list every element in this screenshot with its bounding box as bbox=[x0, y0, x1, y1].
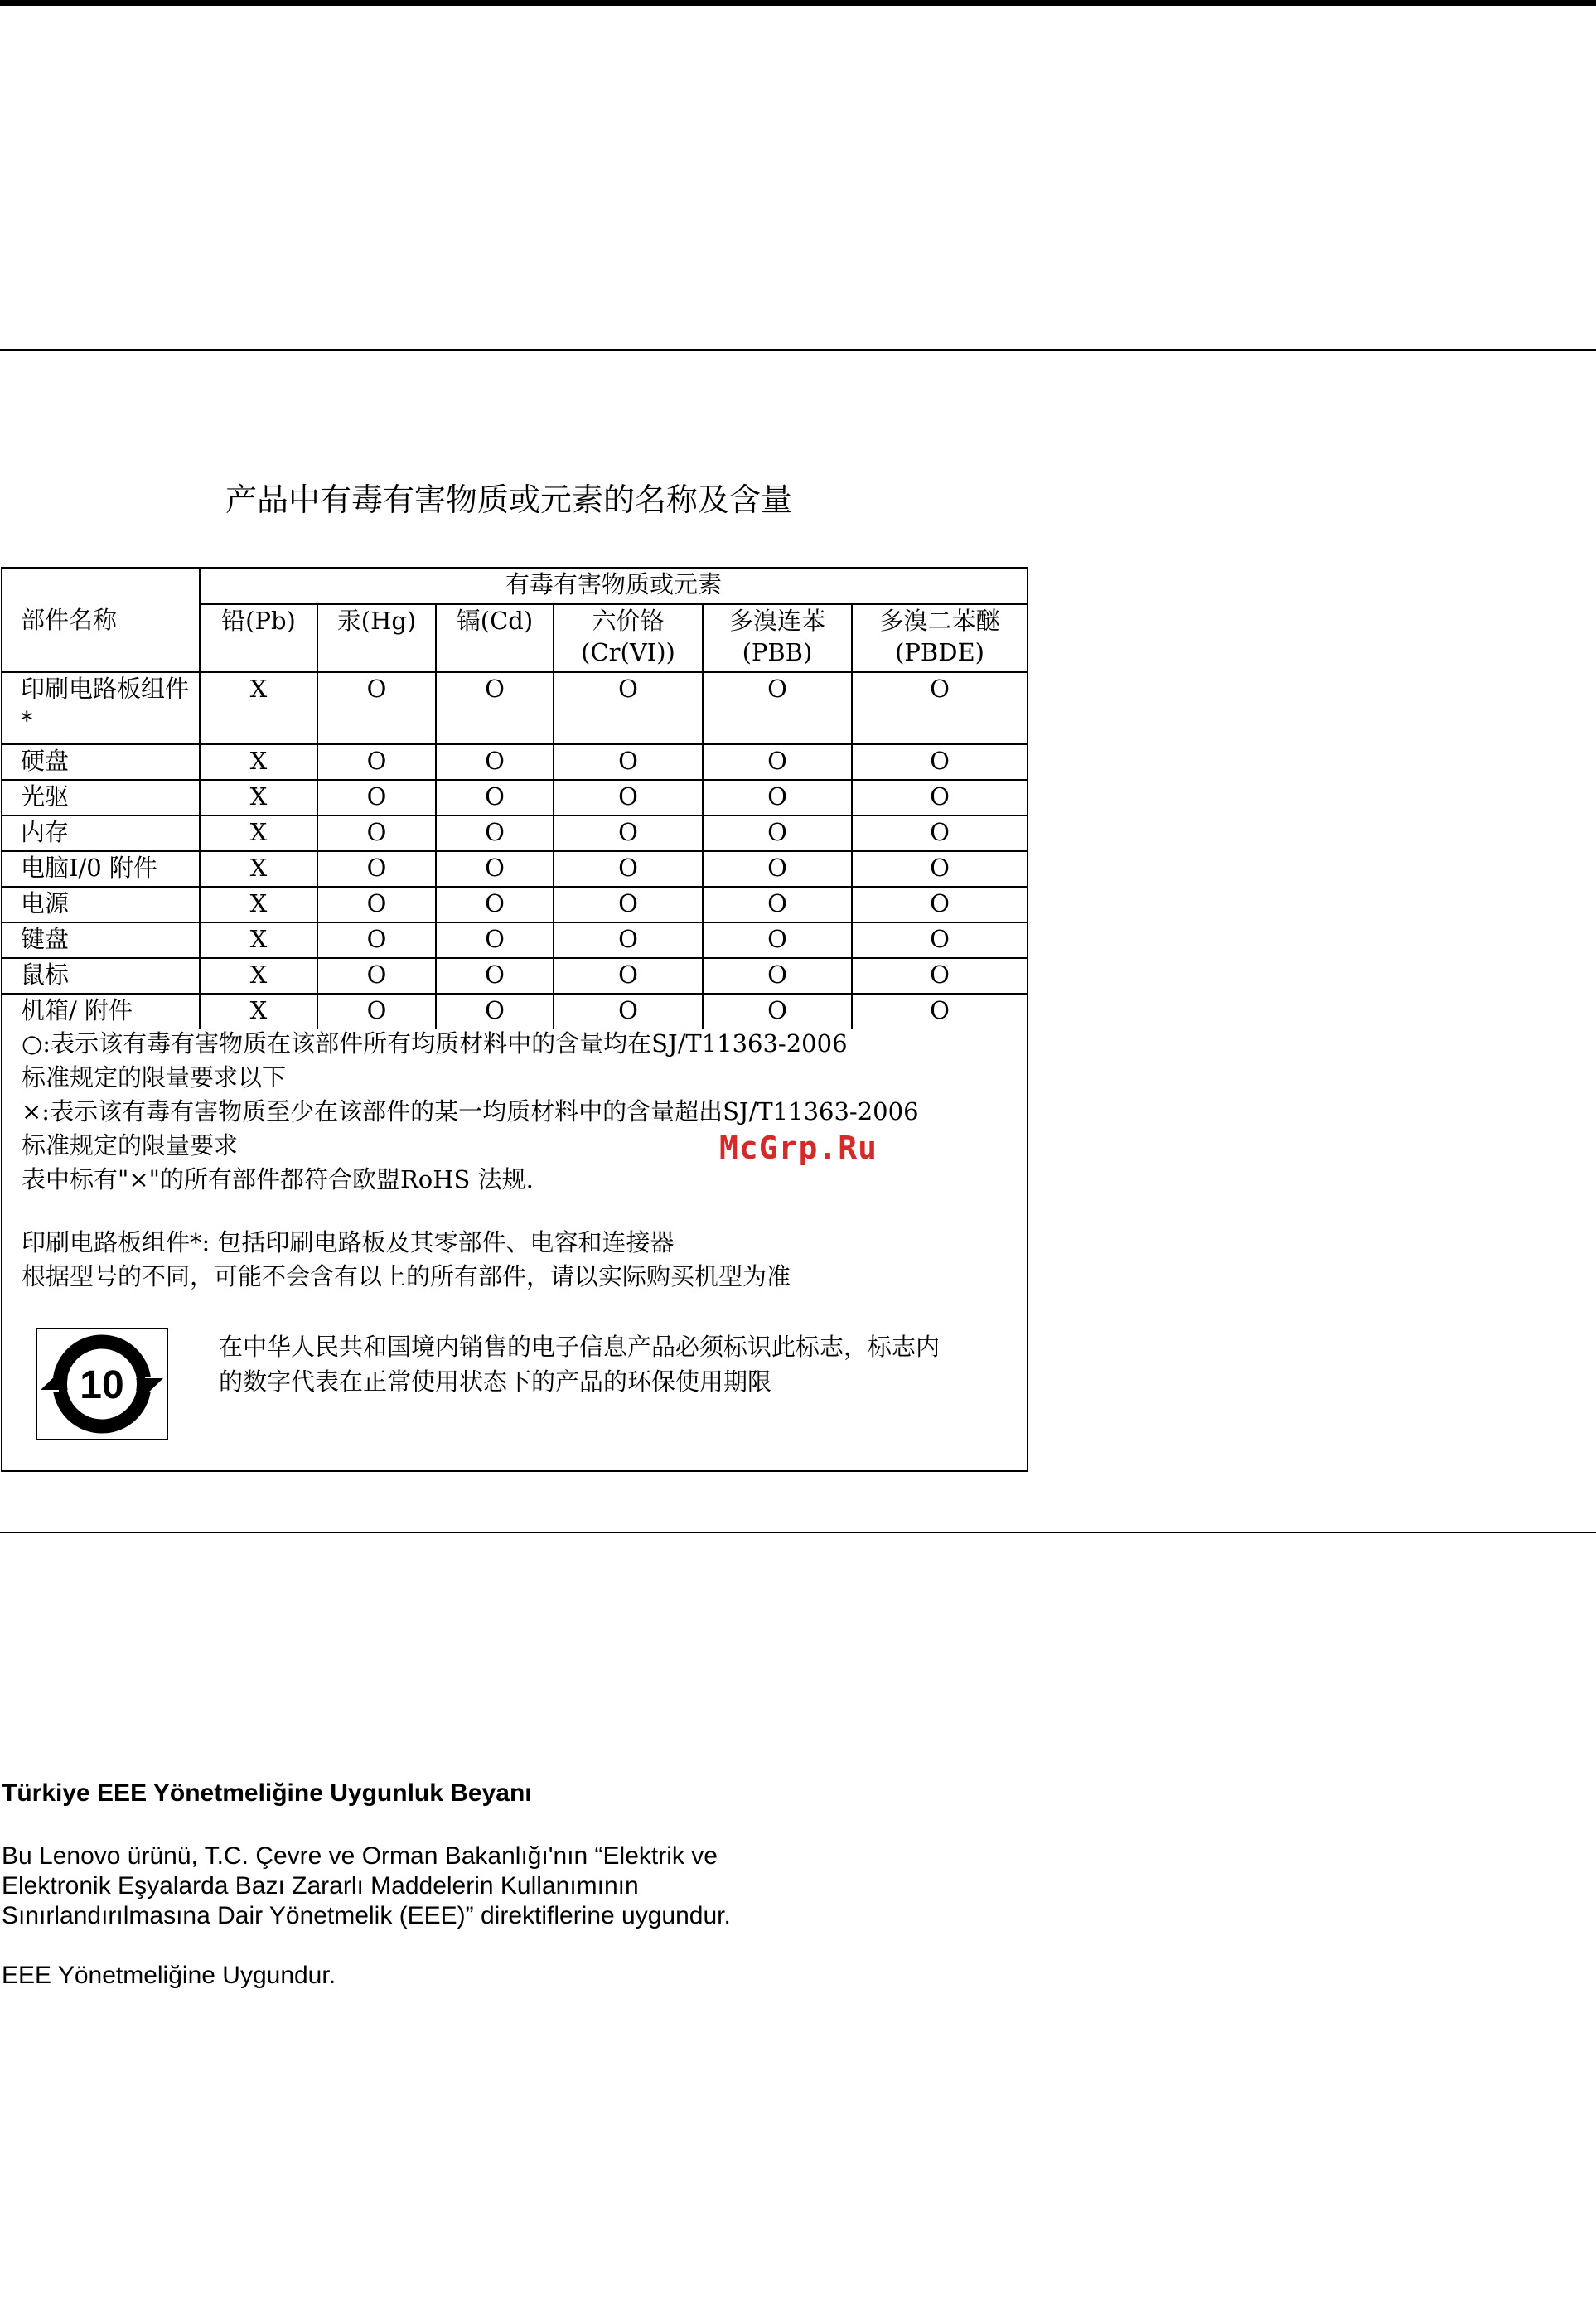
turkey-eee-body-line: Sınırlandırılmasına Dair Yönetmelik (EEE)” direktiflerine uygundur. bbox=[2, 1902, 731, 1929]
substance-header-cr6 bbox=[554, 604, 703, 672]
substance-header-pb bbox=[200, 604, 317, 672]
part-name-cell: 电脑I/0 附件 bbox=[2, 851, 200, 887]
substance-status-cell: O bbox=[554, 958, 703, 994]
substance-header-hg bbox=[317, 604, 436, 672]
note-spacer bbox=[22, 1197, 1016, 1226]
substance-status-cell: O bbox=[554, 672, 703, 744]
substance-status-cell: O bbox=[436, 744, 554, 780]
substance-status-cell: O bbox=[317, 922, 436, 958]
substance-status-cell: O bbox=[317, 994, 436, 1029]
substance-status-cell: O bbox=[317, 780, 436, 816]
substance-status-cell: O bbox=[852, 672, 1027, 744]
table-row bbox=[2, 994, 1027, 1029]
efup-recycle-icon bbox=[37, 1329, 167, 1439]
substance-name: 多溴二苯醚 bbox=[879, 607, 1000, 635]
top-rule bbox=[0, 0, 1596, 6]
table-row bbox=[2, 780, 1027, 816]
table-row bbox=[2, 672, 1027, 744]
substance-status-cell: O bbox=[703, 744, 852, 780]
substance-status-cell: O bbox=[317, 744, 436, 780]
part-name-cell: 印刷电路板组件* bbox=[2, 672, 200, 744]
hazardous-substances-table bbox=[2, 569, 1027, 1029]
part-name-header: 部件名称 bbox=[2, 569, 200, 672]
substance-status-cell: O bbox=[852, 922, 1027, 958]
substance-status-cell: O bbox=[554, 780, 703, 816]
substance-status-cell: O bbox=[703, 780, 852, 816]
table-row bbox=[2, 922, 1027, 958]
efup-period-number: 10 bbox=[80, 1363, 124, 1407]
substance-header-pbde bbox=[852, 604, 1027, 672]
substance-status-cell: O bbox=[317, 816, 436, 851]
rohs-title: 产品中有毒有害物质或元素的名称及含量 bbox=[225, 482, 793, 518]
table-row bbox=[2, 887, 1027, 922]
part-name-cell: 光驱 bbox=[2, 780, 200, 816]
substance-status-cell: O bbox=[317, 887, 436, 922]
substance-status-cell: O bbox=[554, 744, 703, 780]
substance-status-cell: O bbox=[554, 887, 703, 922]
substance-status-cell: O bbox=[852, 816, 1027, 851]
turkey-eee-body bbox=[2, 1842, 913, 1931]
turkey-eee-compliance: EEE Yönetmeliğine Uygundur. bbox=[2, 1962, 336, 1989]
substance-name: 镉(Cd) bbox=[456, 607, 534, 635]
substance-status-cell: O bbox=[436, 994, 554, 1029]
substance-status-cell: O bbox=[852, 744, 1027, 780]
efup-text-line-1: 在中华人民共和国境内销售的电子信息产品必须标识此标志，标志内 bbox=[219, 1333, 941, 1361]
part-name-cell: 机箱/ 附件 bbox=[2, 994, 200, 1029]
substance-status-cell: O bbox=[317, 851, 436, 887]
table-row bbox=[2, 958, 1027, 994]
substance-status-cell: X bbox=[200, 851, 317, 887]
substance-status-cell: O bbox=[436, 887, 554, 922]
note-rohs: 表中标有"×"的所有部件都符合欧盟RoHS 法规. bbox=[22, 1165, 534, 1193]
substance-status-cell: O bbox=[852, 958, 1027, 994]
substance-status-cell: X bbox=[200, 887, 317, 922]
note-pcb: 印刷电路板组件*: 包括印刷电路板及其零部件、电容和连接器 bbox=[22, 1228, 675, 1256]
substance-status-cell: X bbox=[200, 958, 317, 994]
substance-status-cell: O bbox=[436, 780, 554, 816]
turkey-eee-section bbox=[2, 1775, 913, 1991]
section-divider-top bbox=[0, 349, 1596, 351]
note-x-line-2: 标准规定的限量要求 bbox=[22, 1131, 239, 1159]
turkey-eee-heading: Türkiye EEE Yönetmeliğine Uygunluk Beyanı bbox=[2, 1779, 532, 1807]
substance-name: 汞(Hg) bbox=[336, 607, 417, 635]
substance-symbol: (Cr(VI)) bbox=[581, 638, 675, 666]
substance-status-cell: X bbox=[200, 816, 317, 851]
substance-name: 六价铬 bbox=[592, 607, 665, 635]
substance-status-cell: O bbox=[554, 922, 703, 958]
turkey-eee-body-line: Elektronik Eşyalarda Bazı Zararlı Maddelerin Kullanımının bbox=[2, 1872, 639, 1900]
substance-status-cell: O bbox=[317, 672, 436, 744]
part-name-cell: 键盘 bbox=[2, 922, 200, 958]
watermark: McGrp.Ru bbox=[719, 1130, 878, 1166]
substance-status-cell: O bbox=[317, 958, 436, 994]
substance-status-cell: O bbox=[852, 780, 1027, 816]
substance-status-cell: O bbox=[554, 816, 703, 851]
substance-status-cell: O bbox=[852, 887, 1027, 922]
substance-header-cd bbox=[436, 604, 554, 672]
table-row bbox=[2, 816, 1027, 851]
substance-symbol: (PBDE) bbox=[895, 638, 984, 666]
substance-status-cell: X bbox=[200, 922, 317, 958]
section-divider-bottom bbox=[0, 1532, 1596, 1533]
substance-status-cell: O bbox=[703, 672, 852, 744]
substance-status-cell: O bbox=[436, 922, 554, 958]
table-row bbox=[2, 851, 1027, 887]
substance-status-cell: O bbox=[554, 994, 703, 1029]
substance-status-cell: O bbox=[852, 851, 1027, 887]
substance-status-cell: O bbox=[703, 887, 852, 922]
note-o-line-1: ○:表示该有毒有害物质在该部件所有均质材料中的含量均在SJ/T11363-2006 bbox=[22, 1029, 848, 1058]
substance-status-cell: O bbox=[703, 994, 852, 1029]
substance-header-pbb bbox=[703, 604, 852, 672]
substance-status-cell: X bbox=[200, 672, 317, 744]
substance-status-cell: O bbox=[436, 851, 554, 887]
substance-status-cell: X bbox=[200, 780, 317, 816]
substance-symbol: (PBB) bbox=[742, 638, 813, 666]
note-model: 根据型号的不同，可能不会含有以上的所有部件，请以实际购买机型为准 bbox=[22, 1262, 791, 1290]
efup-logo bbox=[36, 1328, 168, 1440]
note-x-line-1: ×:表示该有毒有害物质至少在该部件的某一均质材料中的含量超出SJ/T11363-2006 bbox=[22, 1097, 919, 1125]
substance-status-cell: O bbox=[703, 922, 852, 958]
rohs-declaration-box bbox=[1, 567, 1028, 1472]
table-row bbox=[2, 744, 1027, 780]
part-name-cell: 鼠标 bbox=[2, 958, 200, 994]
substance-status-cell: O bbox=[554, 851, 703, 887]
substance-status-cell: O bbox=[852, 994, 1027, 1029]
substance-status-cell: X bbox=[200, 994, 317, 1029]
substance-status-cell: O bbox=[436, 816, 554, 851]
substance-name: 多溴连苯 bbox=[728, 607, 825, 635]
substance-status-cell: O bbox=[436, 672, 554, 744]
part-name-cell: 内存 bbox=[2, 816, 200, 851]
note-o-line-2: 标准规定的限量要求以下 bbox=[22, 1063, 287, 1091]
part-name-cell: 电源 bbox=[2, 887, 200, 922]
efup-text bbox=[219, 1329, 1014, 1399]
substance-status-cell: O bbox=[703, 851, 852, 887]
substance-status-cell: X bbox=[200, 744, 317, 780]
part-name-cell: 硬盘 bbox=[2, 744, 200, 780]
substances-group-header: 有毒有害物质或元素 bbox=[200, 569, 1027, 604]
substance-status-cell: O bbox=[436, 958, 554, 994]
efup-text-line-2: 的数字代表在正常使用状态下的产品的环保使用期限 bbox=[219, 1367, 772, 1396]
turkey-eee-body-line: Bu Lenovo ürünü, T.C. Çevre ve Orman Bakanlığı'nın “Elektrik ve bbox=[2, 1842, 718, 1870]
substance-status-cell: O bbox=[703, 816, 852, 851]
table-body bbox=[2, 672, 1027, 1029]
substance-status-cell: O bbox=[703, 958, 852, 994]
substance-name: 铅(Pb) bbox=[221, 607, 296, 635]
